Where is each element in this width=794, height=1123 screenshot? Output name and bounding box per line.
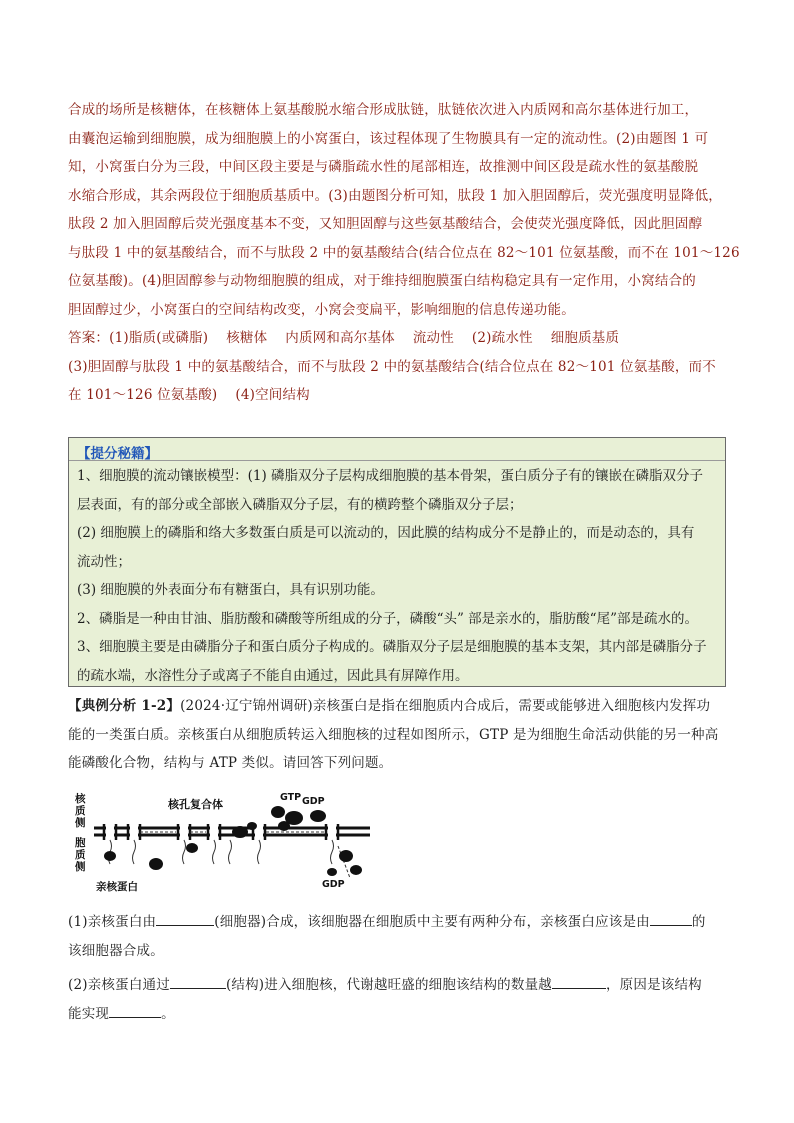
label-nucleus-2: 质 bbox=[75, 805, 86, 817]
q2-blank-function[interactable] bbox=[109, 1003, 161, 1018]
analysis-line: 与肽段 1 中的氨基酸结合，而不与肽段 2 中的氨基酸结合(结合位点在 82～101 位氨基酸，而不在 101～126 bbox=[68, 244, 740, 261]
label-cyto-1: 胞 bbox=[75, 837, 86, 849]
example-line-3: 能磷酸化合物，结构与 ATP 类似。请回答下列问题。 bbox=[68, 755, 393, 771]
question-1-line-2: 该细胞器合成。 bbox=[68, 942, 164, 959]
tips-header bbox=[69, 438, 725, 461]
q1-text-a: (1)亲核蛋白由 bbox=[68, 914, 157, 930]
transport-arrows bbox=[140, 832, 350, 878]
answer-line: 答案：(1)脂质(或磷脂) 核糖体 内质网和高尔基体 流动性 (2)疏水性 细胞质基质 bbox=[68, 330, 620, 346]
analysis-line: 胆固醇过少，小窝蛋白的空间结构改变，小窝会变扁平，影响细胞的信息传递功能。 bbox=[68, 301, 575, 318]
analysis-line: 水缩合形成，其余两段位于细胞质基质中。(3)由题图分析可知，肽段 1 加入胆固醇后，荧光强度明显降低， bbox=[68, 187, 722, 204]
answer-line: 在 101～126 位氨基酸) (4)空间结构 bbox=[68, 387, 310, 403]
analysis-line: 位氨基酸)。(4)胆固醇参与动物细胞膜的组成，对于维持细胞膜蛋白结构稳定具有一定作用，小窝结合的 bbox=[68, 273, 696, 289]
tips-box bbox=[68, 437, 726, 687]
q2-blank-structure[interactable] bbox=[170, 974, 226, 989]
nuclear-transport-diagram bbox=[70, 786, 380, 898]
q1-blank-organelle[interactable] bbox=[156, 911, 214, 926]
tips-line: 1、细胞膜的流动镶嵌模型：(1) 磷脂双分子层构成细胞膜的基本骨架，蛋白质分子有的镶嵌在磷脂双分子 bbox=[77, 468, 704, 484]
q1-blank-location[interactable] bbox=[650, 911, 692, 926]
label-protein: 亲核蛋白 bbox=[96, 881, 138, 893]
example-label: 【典例分析 1-2】 bbox=[68, 698, 181, 714]
example-section bbox=[68, 692, 726, 778]
tips-line: 的疏水端，水溶性分子或离子不能自由通过，因此具有屏障作用。 bbox=[77, 667, 469, 684]
question-1-line-1 bbox=[68, 908, 728, 937]
q2-text-d: 能实现 bbox=[68, 1005, 110, 1022]
q2-blank-quantity[interactable] bbox=[552, 974, 606, 989]
q1-text-c: 的 bbox=[691, 914, 706, 930]
pore-fibers bbox=[109, 840, 334, 864]
label-gdp-bottom: GDP bbox=[322, 879, 345, 890]
label-cyto-3: 侧 bbox=[75, 861, 86, 873]
tips-line: (2) 细胞膜上的磷脂和络大多数蛋白质是可以流动的，因此膜的结构成分不是静止的，而是动态的，具有 bbox=[77, 525, 695, 541]
label-cyto-2: 质 bbox=[75, 849, 86, 861]
tips-line: (3) 细胞膜的外表面分布有糖蛋白，具有识别功能。 bbox=[77, 582, 384, 598]
tips-line: 层表面，有的部分或全部嵌入磷脂双分子层，有的横跨整个磷脂双分子层； bbox=[77, 496, 523, 513]
tips-line: 流动性； bbox=[77, 553, 131, 570]
tips-line: 3、细胞膜主要是由磷脂分子和蛋白质分子构成的。磷脂双分子层是细胞膜的基本支架，其内部是磷脂分子 bbox=[77, 639, 707, 655]
question-2-line-1 bbox=[68, 971, 728, 1000]
label-gdp-top: GDP bbox=[302, 796, 325, 807]
example-text-1: (2024·辽宁锦州调研)亲核蛋白是指在细胞质内合成后，需要或能够进入细胞核内发挥功 bbox=[180, 698, 711, 714]
answer-line: (3)胆固醇与肽段 1 中的氨基酸结合，而不与肽段 2 中的氨基酸结合(结合位点在 82～101 位氨基酸，而不 bbox=[68, 358, 716, 375]
analysis-line: 知，小窝蛋白分为三段，中间区段主要是与磷脂疏水性的尾部相连，故推测中间区段是疏水性的氨基酸脱 bbox=[68, 159, 699, 175]
tips-content bbox=[77, 462, 722, 690]
diagram-svg bbox=[70, 786, 380, 898]
tips-title: 【提分秘籍】 bbox=[77, 446, 158, 462]
protein-blobs bbox=[104, 806, 362, 876]
analysis-line: 合成的场所是核糖体，在核糖体上氨基酸脱水缩合形成肽链，肽链依次进入内质网和高尔基体进行加工， bbox=[68, 102, 699, 118]
analysis-line: 由囊泡运输到细胞膜，成为细胞膜上的小窝蛋白，该过程体现了生物膜具有一定的流动性。(2)由题图 1 可 bbox=[68, 130, 709, 147]
label-gtp: GTP bbox=[280, 792, 302, 803]
example-line-1 bbox=[68, 692, 726, 721]
questions-section bbox=[68, 908, 728, 1028]
question-2-line-2 bbox=[68, 1000, 728, 1029]
q2-text-a: (2)亲核蛋白通过 bbox=[68, 977, 170, 993]
q2-text-e: 。 bbox=[161, 1005, 175, 1022]
example-line-2: 能的一类蛋白质。亲核蛋白从细胞质转运入细胞核的过程如图所示，GTP 是为细胞生命活动供能的另一种高 bbox=[68, 726, 719, 743]
label-nucleus-3: 侧 bbox=[75, 817, 86, 829]
q1-text-b: (细胞器)合成，该细胞器在细胞质中主要有两种分布，亲核蛋白应该是由 bbox=[214, 914, 650, 930]
q2-text-c: ，原因是该结构 bbox=[605, 977, 702, 993]
analysis-section bbox=[68, 96, 740, 410]
q2-text-b: (结构)进入细胞核，代谢越旺盛的细胞该结构的数量越 bbox=[225, 977, 552, 993]
label-npc: 核孔复合体 bbox=[168, 798, 223, 811]
analysis-line: 肽段 2 加入胆固醇后荧光强度基本不变，又知胆固醇与这些氨基酸结合，会使荧光强度降低，因此胆固醇 bbox=[68, 216, 703, 232]
tips-line: 2、磷脂是一种由甘油、脂肪酸和磷酸等所组成的分子，磷酸“头” 部是亲水的，脂肪酸“尾”部是疏水的。 bbox=[77, 610, 698, 627]
label-nucleus-1: 核 bbox=[75, 793, 86, 805]
